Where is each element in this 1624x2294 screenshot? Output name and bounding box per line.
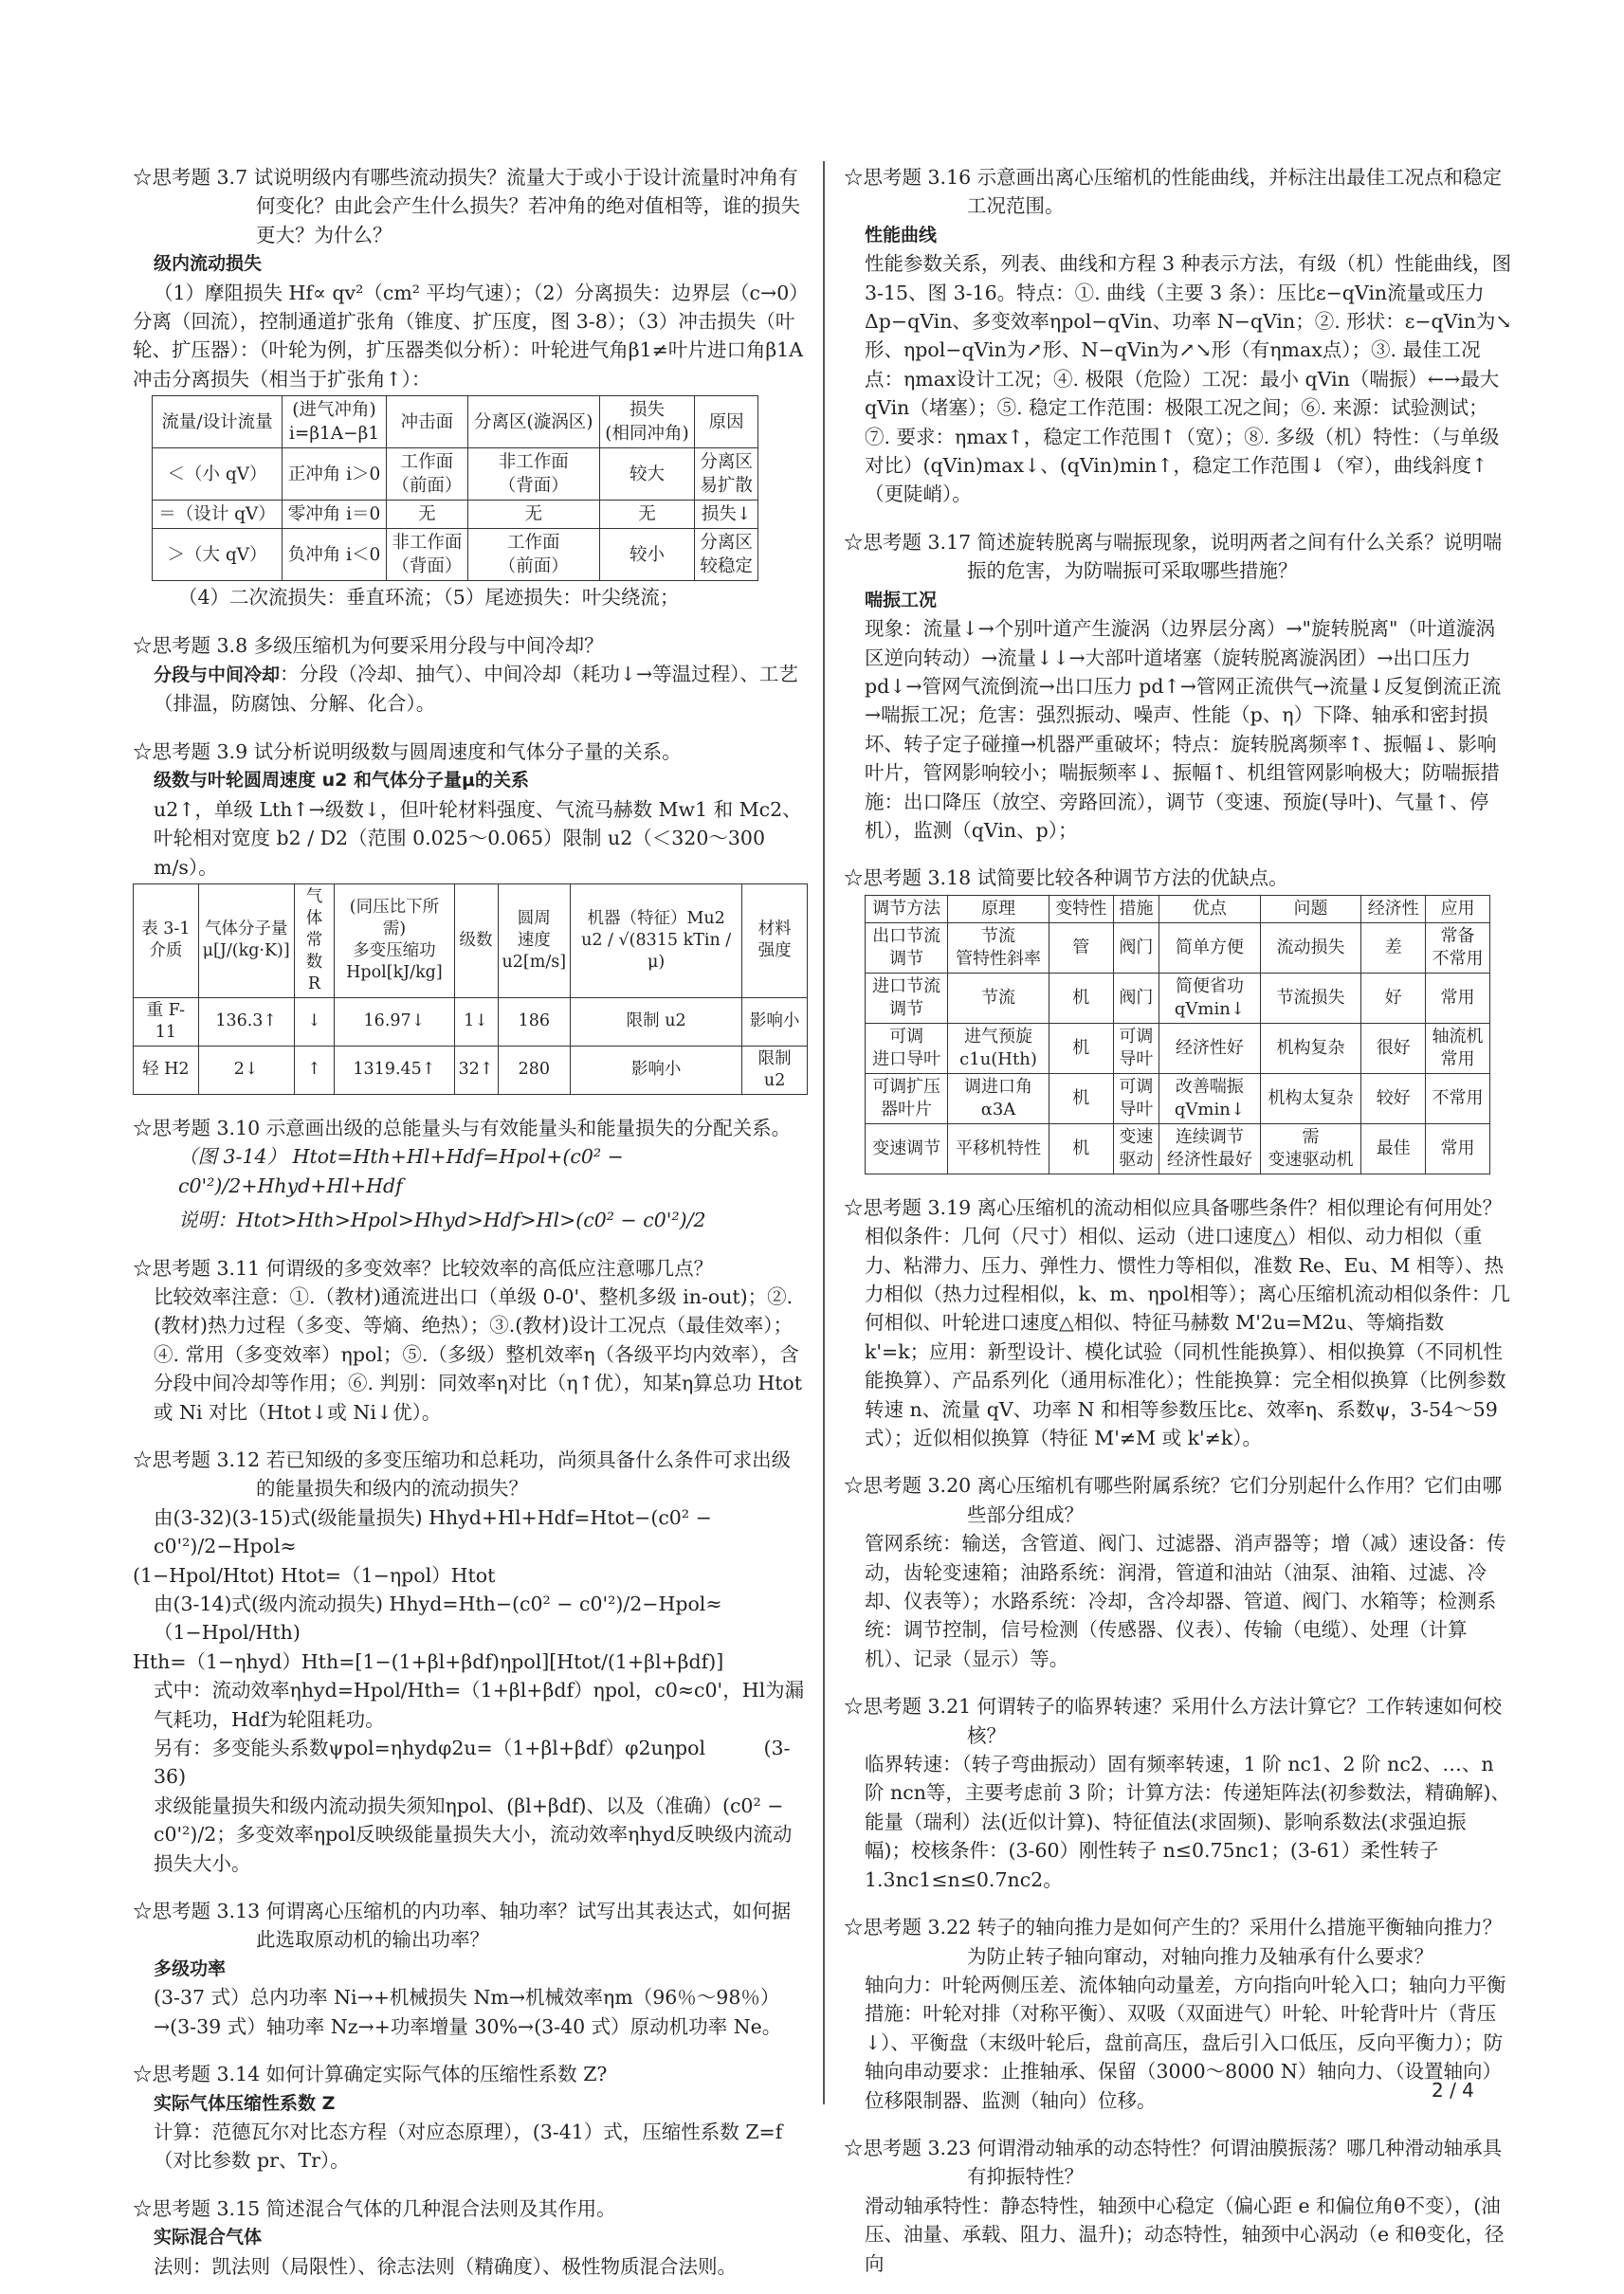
table-cell: 机	[1049, 1023, 1113, 1073]
table-cell: 280	[498, 1046, 571, 1094]
paragraph: 式中：流动效率ηhyd=Hpol/Hth=（1+βl+βdf）ηpol，c0≈c0'，Hl为漏气耗功，Hdf为轮阻耗功。	[154, 1679, 805, 1731]
table-cell: 进口节流 调节	[866, 973, 948, 1023]
table-cell: 阀门	[1113, 922, 1159, 973]
table-header-cell: 气体 常数 R	[294, 883, 335, 997]
table-cell: 需 变速驱动机	[1260, 1123, 1361, 1174]
page-number: 2 / 4	[1432, 2079, 1474, 2102]
table-cell: 很好	[1361, 1023, 1426, 1073]
table-cell: 无	[599, 501, 695, 529]
table-header-cell: 优点	[1159, 895, 1261, 922]
table-cell: 分离区 易扩散	[695, 448, 758, 501]
table-cell: 损失↓	[695, 501, 758, 529]
table-cell: 简便省功 qVmin↓	[1159, 973, 1261, 1023]
question-title: ☆思考题 3.22 转子的轴向推力是如何产生的？采用什么措施平衡轴向推力？为防止转子轴向窜动，对轴向推力及轴承有什么要求？	[844, 1916, 1503, 1968]
table-cell: 出口节流 调节	[866, 922, 948, 973]
question-title: ☆思考题 3.20 离心压缩机有哪些附属系统？它们分别起什么作用？它们由哪些部分组成？	[844, 1474, 1503, 1526]
table-cell: 非工作面 （背面）	[387, 529, 468, 581]
table-cell: ＝（设计 qV）	[153, 501, 283, 529]
table-cell: ↑	[294, 1046, 335, 1094]
table-row	[134, 1046, 808, 1094]
table-cell: 无	[387, 501, 468, 529]
table-cell: 较大	[599, 448, 695, 501]
table-cell: 32↑	[454, 1046, 498, 1094]
paragraph: 性能参数关系，列表、曲线和方程 3 种表示方法，有级（机）性能曲线，图 3-15、图 3-16。特点：①. 曲线（主要 3 条）：压比ε−qVin流量或压力Δp−qVin、多变效率ηpol−qVin、功率 N−qVin；②. 形状：ε−qVin为↘形、ηpol−qVin为↗形、N−qVin为↗↘形（有ηmax点）；③. 最佳工况点：ηmax设计工况；④. 极限（危险）工况：最小 qVin（喘振）←→最大 qVin（堵塞）；⑤. 稳定工作范围：极限工况之间；⑥. 来源：试验测试；⑦. 要求：ηmax↑，稳定工作范围↑（宽）；⑧. 多级（机）特性：（与单级对比）(qVin)max↓、(qVin)min↑，稳定工作范围↓（窄），曲线斜度↑（更陡峭）。	[865, 252, 1512, 506]
table-row	[866, 1073, 1490, 1123]
table-cell: 流动损失	[1260, 922, 1361, 973]
table-cell: ＞（大 qV）	[153, 529, 283, 581]
table-header-cell: 原因	[695, 396, 758, 448]
question-3-8	[133, 631, 808, 719]
question-3-11	[133, 1254, 808, 1427]
question-3-7	[133, 163, 808, 612]
equation-line: 由(3-32)(3-15)式(级能量损失) Hhyd+Hl+Hdf=Htot−(c0² − c0'²)/2−Hpol≈	[154, 1505, 712, 1558]
section-heading: 级数与叶轮圆周速度 u2 和气体分子量μ的关系	[154, 770, 529, 792]
question-title: ☆思考题 3.7 试说明级内有哪些流动损失？流量大于或小于设计流量时冲角有何变化？由此会产生什么损失？若冲角的绝对值相等，谁的损失更大？为什么？	[133, 166, 800, 246]
question-title: ☆思考题 3.23 何谓滑动轴承的动态特性？何谓油膜振荡？哪几种滑动轴承具有抑振特性？	[844, 2136, 1503, 2189]
table-cell: 变速 驱动	[1113, 1123, 1159, 1174]
table-cell: 节流损失	[1260, 973, 1361, 1023]
table-cell: 可调 导叶	[1113, 1073, 1159, 1123]
table-cell: 限制 u2	[571, 997, 742, 1046]
question-3-21	[844, 1692, 1512, 1894]
table-cell: 经济性好	[1159, 1023, 1261, 1073]
table-row	[866, 922, 1490, 973]
question-title: ☆思考题 3.21 何谓转子的临界转速？采用什么方法计算它？工作转速如何校核？	[844, 1695, 1503, 1747]
paragraph: 求级能量损失和级内流动损失须知ηpol、(βl+βdf)、以及（准确）(c0² − c0'²)/2；多变效率ηpol反映级能量损失大小，流动效率ηhyd反映级内流动损失大小。	[154, 1793, 793, 1875]
table-cell: 16.97↓	[335, 997, 454, 1046]
table-row	[866, 1023, 1490, 1073]
table-cell: 重 F-11	[134, 997, 199, 1046]
paragraph: 比较效率注意：①.（教材)通流进出口（单级 0-0'、整机多级 in-out)；②.(教材)热力过程（多变、等熵、绝热）；③.(教材)设计工况点（最佳效率）；④. 常用（多变效率）ηpol；⑤.（多级）整机效率η（各级平均内效率），含分段中间冷却等作用；⑥. 判别：同效率η对比（η↑优），知某η算总功 Htot 或 Ni 对比（Htot↓或 Ni↓优）。	[154, 1284, 803, 1424]
paragraph: 现象：流量↓→个别叶道产生漩涡（边界层分离）→"旋转脱离"（叶道漩涡区逆向转动）→流量↓↓→大部叶道堵塞（旋转脱离漩涡团）→出口压力 pd↓→管网气流倒流→出口压力 pd↑→管网正流供气→流量↓反复倒流正流→喘振工况；危害：强烈振动、噪声、性能（p、η）下降、轴承和密封损坏、转子定子碰撞→机器严重破坏；特点：旋转脱离频率↑、振幅↓、影响叶片，管网影响较小；喘振频率↓、振幅↑、机组管网影响极大；防喘振措施：出口降压（放空、旁路回流），调节（变速、预旋(导叶)、气量↑、停机），监测（qVin、p）；	[865, 617, 1502, 842]
question-3-9	[133, 737, 808, 1095]
table-header-cell: 表 3-1 介质	[134, 883, 199, 997]
section-heading: 实际混合气体	[154, 2227, 263, 2248]
table-cell: 差	[1361, 922, 1426, 973]
table-cell: 轴流机 常用	[1426, 1023, 1490, 1073]
question-3-20	[844, 1471, 1512, 1673]
table-header-cell: 原理	[948, 895, 1049, 922]
paragraph: (3-37 式）总内功率 Ni→+机械损失 Nm→机械效率ηm（96％～98％）→(3-39 式）轴功率 Nz→+功率增量 30%→(3-40 式）原动机功率 Ne。	[154, 1986, 782, 2038]
table-cell: ＜（小 qV）	[153, 448, 283, 501]
table-cell: 常用	[1426, 973, 1490, 1023]
question-title: ☆思考题 3.10 示意画出级的总能量头与有效能量头和能量损失的分配关系。	[133, 1116, 792, 1139]
table-header-cell: 损失 (相同冲角)	[599, 396, 695, 448]
table-cell: 进气预旋 c1u(Hth)	[948, 1023, 1049, 1073]
table-cell: 2↓	[198, 1046, 294, 1094]
column-divider	[823, 161, 825, 2104]
question-title: ☆思考题 3.19 离心压缩机的流动相似应具备哪些条件？相似理论有何用处？	[844, 1195, 1503, 1219]
flow-loss-table	[152, 395, 758, 581]
paragraph: 滑动轴承特性：静态特性，轴颈中心稳定（偏心距 e 和偏位角θ不变），(油压、油量、承载、阻力、温升)；动态特性，轴颈中心涡动（e 和θ变化，径向	[865, 2194, 1505, 2275]
table-cell: 常用	[1426, 1123, 1490, 1174]
table-header-cell: 应用	[1426, 895, 1490, 922]
section-heading: 多级功率	[154, 1957, 227, 1979]
table-header-cell: 流量/设计流量	[153, 396, 283, 448]
table-header-cell: 调节方法	[866, 895, 948, 922]
table-row	[153, 501, 758, 529]
question-3-19	[844, 1193, 1512, 1453]
table-cell: 调进口角 α3A	[948, 1073, 1049, 1123]
table-cell: 机	[1049, 1123, 1113, 1174]
section-heading: 实际气体压缩性系数 Z	[154, 2092, 336, 2114]
table-cell: 影响小	[571, 1046, 742, 1094]
table-cell: 非工作面 （背面）	[467, 448, 599, 501]
question-title: ☆思考题 3.13 何谓离心压缩机的内功率、轴功率？试写出其表达式，如何据此选取原动机的输出功率？	[133, 1900, 792, 1952]
paragraph: 相似条件：几何（尺寸）相似、运动（进口速度△）相似、动力相似（重力、粘滞力、压力、弹性力、惯性力等相似，准数 Re、Eu、M 相等）、热力相似（热力过程相似，k、m、ηpol相等）；离心压缩机流动相似条件：几何相似、叶轮进口速度△相似、特征马赫数 M'2u=M2u、等熵指数 k'=k；应用：新型设计、模化试验（同机性能换算）、相似换算（不同机性能换算）、产品系列化（通用标准化）；性能换算：完全相似换算（比例参数转速 n、流量 qV、功率 N 和相等参数压比ε、效率η、系数ψ，3-54～59 式）；近似相似换算（特征 M'≠M 或 k'≠k）。	[865, 1225, 1510, 1449]
section-heading: 级内流动损失	[154, 253, 263, 275]
question-3-16	[844, 163, 1512, 509]
question-3-17	[844, 528, 1512, 845]
table-header-cell: 分离区(漩涡区)	[467, 396, 599, 448]
question-title: ☆思考题 3.15 简述混合气体的几种混合法则及其作用。	[133, 2196, 616, 2220]
paragraph: 轴向力：叶轮两侧压差、流体轴向动量差，方向指向叶轮入口；轴向力平衡措施：叶轮对排（对称平衡）、双吸（双面进气）叶轮、叶轮背叶片（背压↓）、平衡盘（末级叶轮后，盘前高压，盘后引入口低压，反向平衡力）；防轴向串动要求：止推轴承、保留（3000～8000 N）轴向力、（设置轴向）位移限制器、监测（轴向）位移。	[865, 1973, 1506, 2112]
table-cell: 工作面 （前面）	[387, 448, 468, 501]
table-cell: 管	[1049, 922, 1113, 973]
table-cell: 节流	[948, 973, 1049, 1023]
paragraph: 计算：范德瓦尔对比态方程（对应态原理），(3-41）式，压缩性系数 Z=f（对比参数 pr、Tr）。	[154, 2120, 783, 2173]
table-header-cell: (同压比下所需) 多变压缩功 Hpol[kJ/kg]	[335, 883, 454, 997]
paragraph-text: ：分段（冷却、抽气）、中间冷却（耗功↓→等温过程）、工艺（排温，防腐蚀、分解、化合）。	[154, 663, 798, 716]
table-cell: 机	[1049, 1073, 1113, 1123]
table-cell: 轻 H2	[134, 1046, 199, 1094]
paragraph: u2↑，单级 Lth↑→级数↓，但叶轮材料强度、气流马赫数 Mw1 和 Mc2、叶轮相对宽度 b2 / D2（范围 0.025～0.065）限制 u2（＜320～300 m/s）。	[154, 797, 802, 879]
table-note: （4）二次流损失：垂直环流；（5）尾迹损失：叶尖绕流；	[178, 586, 680, 610]
table-header-row	[866, 895, 1490, 922]
table-cell: 无	[467, 501, 599, 529]
table-cell: 1319.45↑	[335, 1046, 454, 1094]
table-cell: 阀门	[1113, 973, 1159, 1023]
table-header-cell: 经济性	[1361, 895, 1426, 922]
paragraph: 分离（回流），控制通道扩张角（锥度、扩压度，图 3-8）；（3）冲击损失（叶轮、扩压器）：（叶轮为例，扩压器类似分析）：叶轮进气角β1≠叶片进口角β1A 冲击分离损失（相当于扩张角↑）：	[133, 310, 804, 391]
table-cell: 1↓	[454, 997, 498, 1046]
table-row	[153, 529, 758, 581]
equation-line: 另有：多变能头系数ψpol=ηhydφ2u=（1+βl+βdf）φ2uηpol (3-36)	[154, 1737, 791, 1789]
table-row	[866, 973, 1490, 1023]
table-header-cell: 圆周 速度 u2[m/s]	[498, 883, 571, 997]
table-cell: 机构太复杂	[1260, 1073, 1361, 1123]
table-cell: 分离区 较稳定	[695, 529, 758, 581]
table-header-cell: 措施	[1113, 895, 1159, 922]
regulation-methods-table	[865, 895, 1490, 1174]
table-cell: 正冲角 i＞0	[282, 448, 386, 501]
table-cell: 节流 管特性斜率	[948, 922, 1049, 973]
section-heading: 分段与中间冷却	[154, 665, 281, 686]
table-cell: 可调 导叶	[1113, 1023, 1159, 1073]
table-cell: 平移机特性	[948, 1123, 1049, 1174]
question-3-15	[133, 2194, 808, 2281]
table-cell: 186	[498, 997, 571, 1046]
table-cell: 简单方便	[1159, 922, 1261, 973]
table-header-cell: 材料 强度	[742, 883, 808, 997]
table-cell: 可调 进口导叶	[866, 1023, 948, 1073]
table-cell: 限制 u2	[742, 1046, 808, 1094]
table-cell: 常备 不常用	[1426, 922, 1490, 973]
table-cell: 改善喘振 qVmin↓	[1159, 1073, 1261, 1123]
question-title: ☆思考题 3.8 多级压缩机为何要采用分段与中间冷却？	[133, 633, 604, 657]
question-3-22	[844, 1913, 1512, 2115]
table-cell: 机构复杂	[1260, 1023, 1361, 1073]
table-cell: 机	[1049, 973, 1113, 1023]
paragraph	[133, 660, 808, 719]
table-row	[134, 997, 808, 1046]
table-cell: 可调扩压 器叶片	[866, 1073, 948, 1123]
question-3-13	[133, 1897, 808, 2041]
section-heading: 性能曲线	[865, 224, 938, 246]
table-cell: 好	[1361, 973, 1426, 1023]
table-cell: 最佳	[1361, 1123, 1426, 1174]
question-title: ☆思考题 3.18 试简要比较各种调节方法的优缺点。	[844, 866, 1288, 890]
section-heading: 喘振工况	[865, 589, 938, 610]
equation-line: (1−Hpol/Htot) Htot=（1−ηpol）Htot	[133, 1563, 496, 1587]
question-title: ☆思考题 3.17 简述旋转脱离与喘振现象，说明两者之间有什么关系？说明喘振的危害，为防喘振可采取哪些措施？	[844, 530, 1503, 583]
table-cell: 不常用	[1426, 1073, 1490, 1123]
table-row	[866, 1123, 1490, 1174]
gas-molecular-weight-table	[133, 883, 808, 1095]
table-header-cell: 变特性	[1049, 895, 1113, 922]
question-3-14	[133, 2060, 808, 2176]
question-3-10	[133, 1114, 808, 1235]
question-title: ☆思考题 3.12 若已知级的多变压缩功和总耗功，尚须具备什么条件可求出级的能量损失和级内的流动损失？	[133, 1447, 792, 1501]
table-header-cell: 冲击面	[387, 396, 468, 448]
question-title: ☆思考题 3.14 如何计算确定实际气体的压缩性系数 Z?	[133, 2063, 608, 2086]
left-column	[133, 163, 808, 2281]
table-header-row	[153, 396, 758, 448]
question-3-23	[844, 2134, 1512, 2278]
table-header-cell: 问题	[1260, 895, 1361, 922]
table-cell: 较小	[599, 529, 695, 581]
question-3-12	[133, 1446, 808, 1878]
table-cell: 影响小	[742, 997, 808, 1046]
equation: （图 3-14） Htot=Hth+Hl+Hdf=Hpol+(c0² − c0'²)/2+Hhyd+Hl+Hdf	[178, 1145, 624, 1197]
table-header-cell: 机器（特征）Mu2 u2 / √(8315 kTin / μ)	[571, 883, 742, 997]
table-cell: 零冲角 i＝0	[282, 501, 386, 529]
table-cell: 负冲角 i＜0	[282, 529, 386, 581]
table-cell: ↓	[294, 997, 335, 1046]
paragraph: 管网系统：输送，含管道、阀门、过滤器、消声器等；增（减）速设备：传动，齿轮变速箱；油路系统：润滑，管道和油站（油泵、油箱、过滤、冷却、仪表等）；水路系统：冷却，含冷却器、管道、阀门、水箱等；检测系统：调节控制，信号检测（传感器、仪表）、传输（电缆）、处理（计算机）、记录（显示）等。	[865, 1532, 1506, 1670]
table-cell: 变速调节	[866, 1123, 948, 1174]
table-cell: 较好	[1361, 1073, 1426, 1123]
table-header-cell: 级数	[454, 883, 498, 997]
equation-line: 由(3-14)式(级内流动损失) Hhyd=Hth−(c0² − c0'²)/2−Hpol≈（1−Hpol/Hth)	[154, 1593, 722, 1645]
paragraph: 法则：凯法则（局限性）、徐志法则（精确度）、极性物质混合法则。	[154, 2254, 737, 2278]
question-title: ☆思考题 3.16 示意画出离心压缩机的性能曲线，并标注出最佳工况点和稳定工况范围。	[844, 166, 1503, 218]
paragraph: （1）摩阻损失 Hf∝ qv²（cm² 平均气速）；（2）分离损失：边界层（c→0）	[154, 281, 809, 304]
question-title: ☆思考题 3.9 试分析说明级数与圆周速度和气体分子量的关系。	[133, 739, 682, 763]
equation-line: Hth=（1−ηhyd）Hth=[1−(1+βl+βdf)ηpol][Htot/(1+βl+βdf)]	[133, 1649, 724, 1673]
table-row	[153, 448, 758, 501]
table-cell: 连续调节 经济性最好	[1159, 1123, 1261, 1174]
question-title: ☆思考题 3.11 何谓级的多变效率？比较效率的高低应注意哪几点？	[133, 1256, 714, 1280]
table-header-cell: (进气冲角) i=β1A−β1	[282, 396, 386, 448]
table-header-cell: 气体分子量 μ[J/(kg·K)]	[198, 883, 294, 997]
equation-note: 说明：Htot>Hth>Hpol>Hhyd>Hdf>Hl>(c0² − c0'²)/2	[178, 1209, 706, 1232]
right-column	[844, 163, 1512, 2278]
paragraph: 临界转速：（转子弯曲振动）固有频率转速，1 阶 nc1、2 阶 nc2、…、n 阶 ncn等，主要考虑前 3 阶；计算方法：传递矩阵法(初参数法，精确解)、能量（瑞利）法(近似计算)、特征值法(求固频)、影响系数法(求强迫振幅)；校核条件：(3-60）刚性转子 n≤0.75nc1；(3-61）柔性转子 1.3nc1≤n≤0.7nc2。	[865, 1753, 1510, 1891]
question-3-18	[844, 864, 1512, 1174]
table-header-row	[134, 883, 808, 997]
table-cell: 136.3↑	[198, 997, 294, 1046]
table-cell: 工作面 （前面）	[467, 529, 599, 581]
